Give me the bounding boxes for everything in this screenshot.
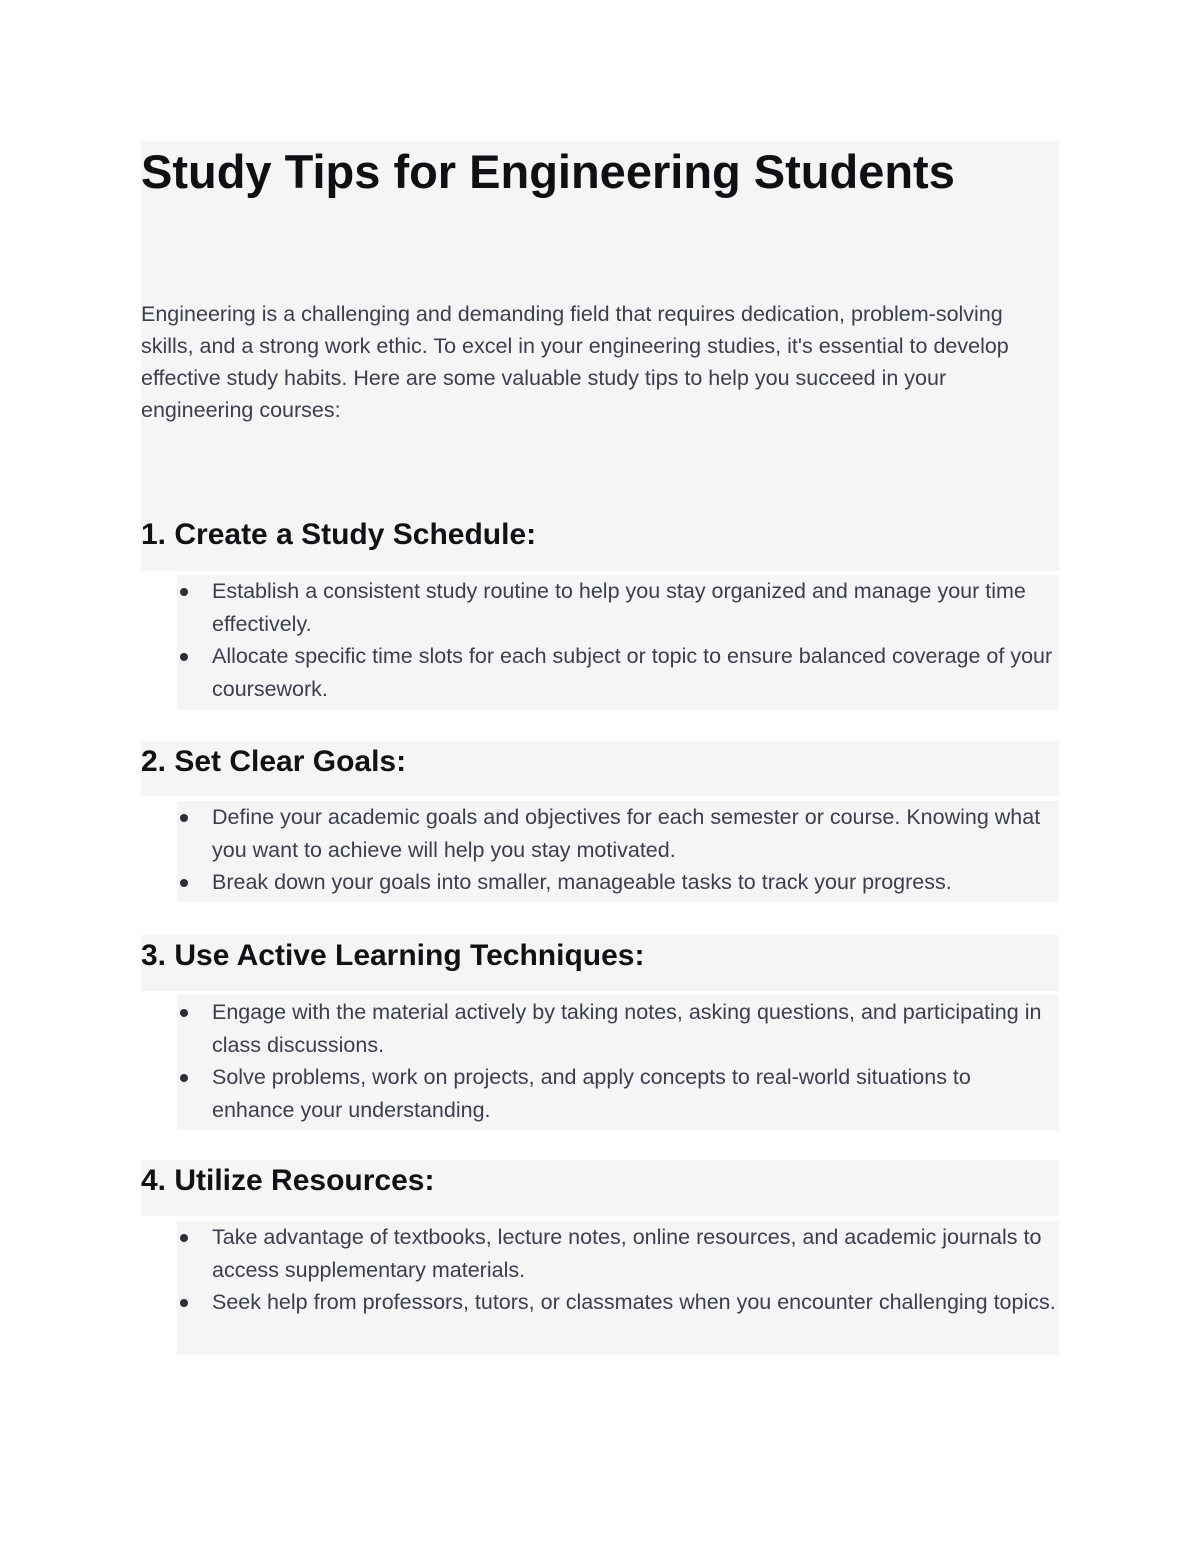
- section-heading-set-goals: 2. Set Clear Goals:: [141, 745, 407, 778]
- page-title: Study Tips for Engineering Students: [141, 145, 955, 198]
- section-4-bullet-list: [177, 1221, 1059, 1319]
- section-1-bullet-list: [177, 575, 1059, 705]
- list-item: Define your academic goals and objectives for each semester or course. Knowing what you want to achieve will help you stay motivated.: [177, 801, 1059, 866]
- intro-paragraph: Engineering is a challenging and demanding field that requires dedication, problem-solving skills, and a strong work ethic. To excel in your engineering studies, it's essential to develop effective study habits. Here are some valuable study tips to help you succeed in your engineering courses:: [141, 302, 1009, 422]
- section-3-bullet-list: [177, 996, 1059, 1126]
- list-item: Allocate specific time slots for each subject or topic to ensure balanced coverage of your coursework.: [177, 640, 1059, 705]
- section-heading-active-learning: 3. Use Active Learning Techniques:: [141, 939, 645, 972]
- section-heading-utilize-resources: 4. Utilize Resources:: [141, 1164, 435, 1197]
- list-item: Take advantage of textbooks, lecture notes, online resources, and academic journals to access supplementary materials.: [177, 1221, 1059, 1286]
- list-item: Break down your goals into smaller, manageable tasks to track your progress.: [177, 866, 1059, 899]
- list-item: Establish a consistent study routine to help you stay organized and manage your time effectively.: [177, 575, 1059, 640]
- list-item: Solve problems, work on projects, and apply concepts to real-world situations to enhance your understanding.: [177, 1061, 1059, 1126]
- list-item: Seek help from professors, tutors, or classmates when you encounter challenging topics.: [177, 1286, 1059, 1319]
- list-item: Engage with the material actively by taking notes, asking questions, and participating in class discussions.: [177, 996, 1059, 1061]
- section-heading-create-schedule: 1. Create a Study Schedule:: [141, 518, 537, 551]
- section-2-bullet-list: [177, 801, 1059, 899]
